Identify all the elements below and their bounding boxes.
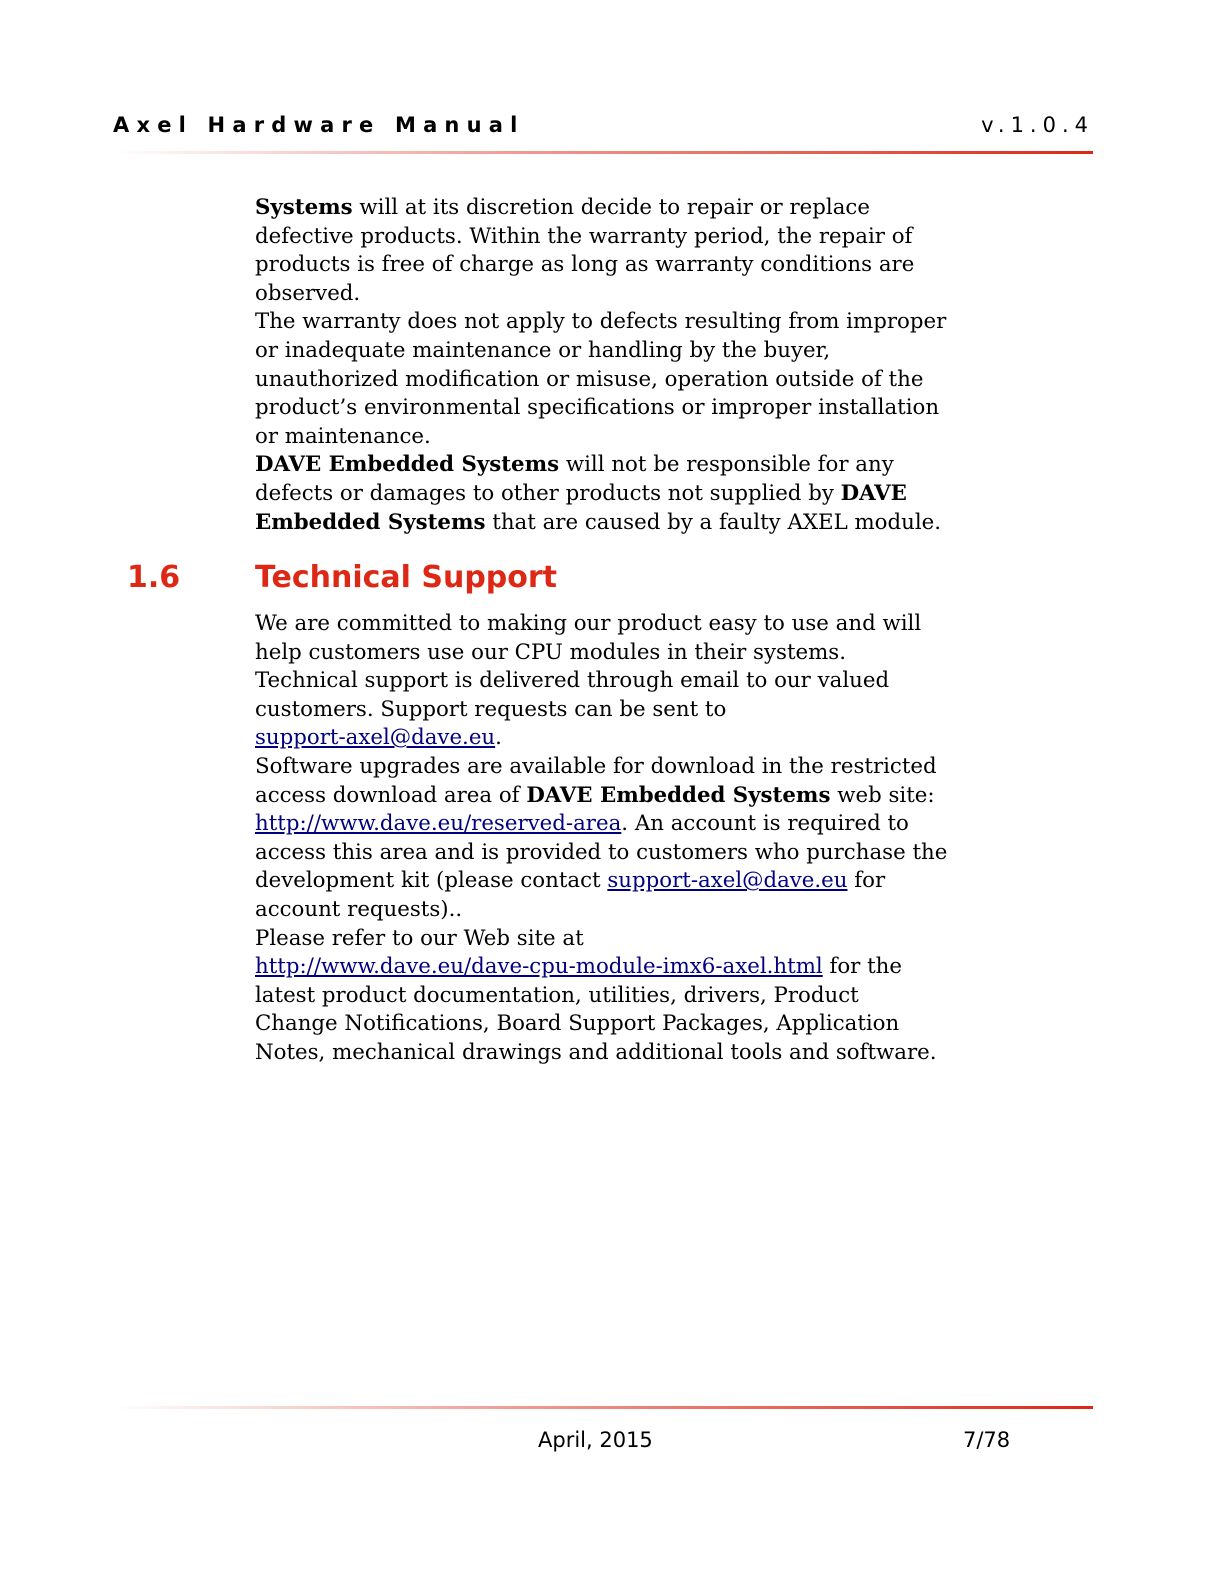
text-line [255, 782, 1055, 811]
text: defective products. Within the warranty period, the repair of [255, 223, 913, 249]
text: access download area of [255, 782, 527, 808]
text: defects or damages to other products not supplied by [255, 480, 841, 506]
text-line [255, 639, 1055, 668]
footer-rule [113, 1406, 1093, 1409]
text-line [255, 308, 1055, 337]
text-line [255, 251, 1055, 280]
text-line [255, 394, 1055, 423]
text-line [255, 982, 1055, 1011]
header-rule [113, 151, 1093, 154]
section-title: Technical Support [255, 560, 558, 595]
text: . [495, 725, 502, 751]
text: . An account is required to [621, 811, 909, 837]
link[interactable]: support-axel@dave.eu [255, 725, 496, 751]
text: unauthorized modification or misuse, operation outside of the [255, 366, 924, 392]
text-line [255, 896, 1055, 925]
text-line [255, 423, 1055, 452]
bold-text: Embedded Systems [255, 509, 486, 535]
text: latest product documentation, utilities, drivers, Product [255, 982, 859, 1008]
text-line [255, 480, 1055, 509]
text-line [255, 696, 1055, 725]
text: that are caused by a faulty AXEL module. [485, 509, 942, 535]
text: account requests).. [255, 896, 463, 922]
text: product’s environmental specifications or improper installation [255, 395, 940, 421]
text: Notes, mechanical drawings and additional tools and software. [255, 1039, 937, 1065]
text-line [255, 194, 1055, 223]
text-line [255, 280, 1055, 309]
page-number: 7/78 [963, 1428, 1011, 1452]
text: Technical support is delivered through email to our valued [255, 668, 890, 694]
text: for the [822, 954, 903, 980]
bold-text: DAVE Embedded Systems [526, 782, 831, 808]
text: access this area and is provided to customers who purchase the [255, 839, 948, 865]
text-line [255, 667, 1055, 696]
text-line [255, 337, 1055, 366]
support-text [255, 610, 1055, 1068]
text-line [255, 610, 1055, 639]
text: web site: [830, 782, 935, 808]
text: The warranty does not apply to defects resulting from improper [255, 309, 947, 335]
text: help customers use our CPU modules in their systems. [255, 639, 846, 665]
text: customers. Support requests can be sent to [255, 696, 727, 722]
text: Change Notifications, Board Support Packages, Application [255, 1011, 900, 1037]
text-line [255, 223, 1055, 252]
bold-text: DAVE [840, 480, 907, 506]
text-line [255, 509, 1055, 538]
text-line [255, 810, 1055, 839]
text-line [255, 451, 1055, 480]
text: will not be responsible for any [559, 452, 894, 478]
text: Please refer to our Web site at [255, 925, 584, 951]
text-line [255, 753, 1055, 782]
text: development kit (please contact [255, 868, 608, 894]
text-line [255, 867, 1055, 896]
link[interactable]: http://www.dave.eu/reserved-area [255, 811, 622, 837]
footer-date: April, 2015 [538, 1428, 653, 1452]
text: or inadequate maintenance or handling by the buyer, [255, 337, 831, 363]
link[interactable]: support-axel@dave.eu [607, 868, 848, 894]
text-line [255, 366, 1055, 395]
text: will at its discretion decide to repair or replace [352, 195, 870, 220]
text-line [255, 1039, 1055, 1068]
bold-text: DAVE Embedded Systems [255, 452, 560, 478]
document-version: v.1.0.4 [981, 113, 1094, 137]
text: We are committed to making our product easy to use and will [255, 611, 922, 636]
text: products is free of charge as long as warranty conditions are [255, 252, 915, 278]
text: Software upgrades are available for download in the restricted [255, 753, 937, 779]
warranty-text [255, 194, 1055, 537]
text-line [255, 1010, 1055, 1039]
text-line [255, 839, 1055, 868]
text-line [255, 953, 1055, 982]
text: or maintenance. [255, 423, 431, 449]
section-number: 1.6 [127, 560, 181, 595]
text: for [847, 868, 886, 894]
link[interactable]: http://www.dave.eu/dave-cpu-module-imx6-axel.html [255, 954, 823, 980]
text: observed. [255, 280, 361, 306]
text-line [255, 724, 1055, 753]
bold-text: Systems [255, 195, 353, 220]
text-line [255, 925, 1055, 954]
document-title: Axel Hardware Manual [113, 113, 525, 137]
